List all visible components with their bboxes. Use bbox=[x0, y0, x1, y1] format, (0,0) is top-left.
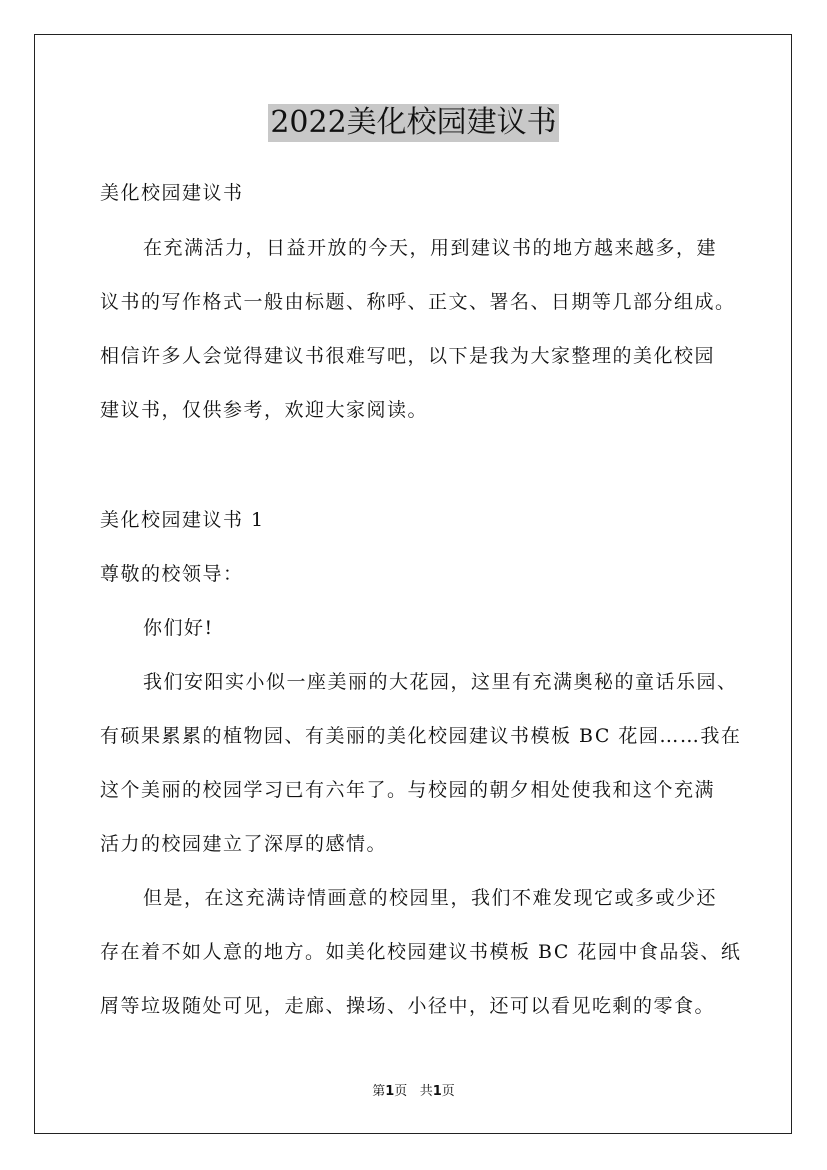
paragraph-line: 存在着不如人意的地方。如美化校园建议书模板 BC 花园中食品袋、纸 bbox=[100, 941, 742, 963]
intro-line: 在充满活力，日益开放的今天，用到建议书的地方越来越多，建 bbox=[143, 237, 718, 259]
total-pages: 1 bbox=[432, 1084, 442, 1099]
section-title: 美化校园建议书 1 bbox=[100, 509, 265, 531]
salutation: 尊敬的校领导： bbox=[100, 563, 244, 585]
page-footer bbox=[0, 1083, 827, 1101]
total-label-prefix: 共 bbox=[419, 1084, 433, 1099]
paragraph-line: 但是，在这充满诗情画意的校园里，我们不难发现它或多或少还 bbox=[143, 887, 718, 909]
paragraph-line: 这个美丽的校园学习已有六年了。与校园的朝夕相处使我和这个充满 bbox=[100, 779, 716, 801]
intro-line: 建议书，仅供参考，欢迎大家阅读。 bbox=[100, 399, 429, 421]
total-label-suffix: 页 bbox=[441, 1084, 455, 1099]
intro-line: 相信许多人会觉得建议书很难写吧，以下是我为大家整理的美化校园 bbox=[100, 345, 716, 367]
document-title: 2022美化校园建议书 bbox=[270, 105, 557, 140]
page-number: 1 bbox=[385, 1084, 395, 1099]
paragraph-line: 活力的校园建立了深厚的感情。 bbox=[100, 833, 388, 855]
document-heading: 美化校园建议书 bbox=[100, 182, 244, 204]
title-container bbox=[0, 104, 827, 142]
paragraph-line: 屑等垃圾随处可见，走廊、操场、小径中，还可以看见吃剩的零食。 bbox=[100, 995, 716, 1017]
paragraph-line: 我们安阳实小似一座美丽的大花园，这里有充满奥秘的童话乐园、 bbox=[143, 671, 738, 693]
page-label-prefix: 第 bbox=[372, 1084, 386, 1099]
intro-line: 议书的写作格式一般由标题、称呼、正文、署名、日期等几部分组成。 bbox=[100, 291, 736, 313]
page-label-suffix: 页 bbox=[394, 1084, 408, 1099]
greeting: 你们好! bbox=[143, 617, 214, 639]
paragraph-line: 有硕果累累的植物园、有美丽的美化校园建议书模板 BC 花园……我在 bbox=[100, 725, 742, 747]
